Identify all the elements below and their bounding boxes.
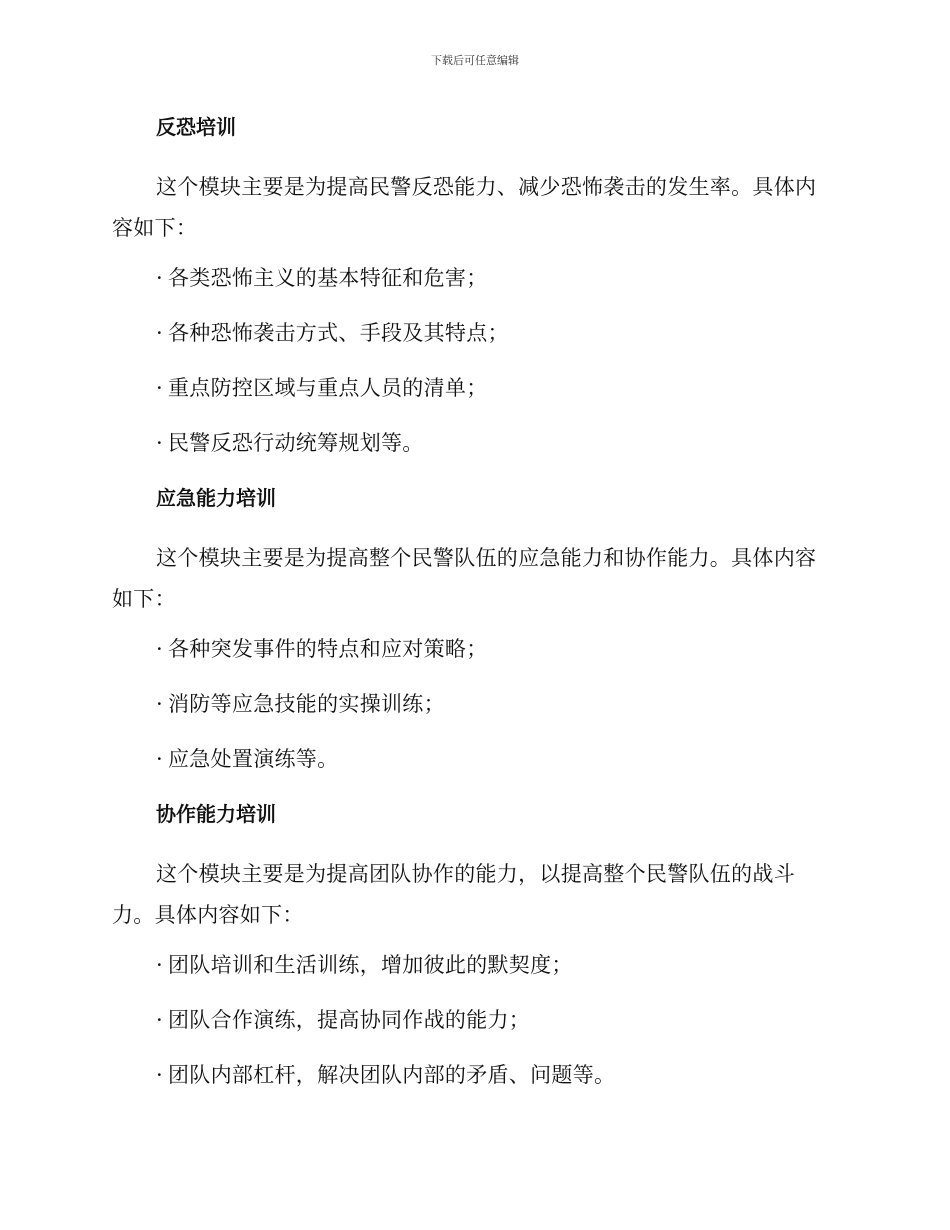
section-paragraph: 这个模块主要是为提高团队协作的能力，以提高整个民警队伍的战斗力。具体内容如下： <box>112 862 795 927</box>
section-counter-terrorism <box>112 112 830 458</box>
list-item <box>112 373 830 403</box>
section-heading: 应急能力培训 <box>156 486 276 510</box>
list-item-text: 各种恐怖袭击方式、手段及其特点； <box>168 321 509 345</box>
document-body <box>112 112 830 1115</box>
bullet-icon: · <box>156 953 163 977</box>
list-item <box>112 318 830 348</box>
list-item <box>112 1060 830 1090</box>
section-paragraph: 这个模块主要是为提高民警反恐能力、减少恐怖袭击的发生率。具体内容如下： <box>112 175 817 240</box>
list-item-text: 重点防控区域与重点人员的清单； <box>168 376 488 400</box>
section-paragraph: 这个模块主要是为提高整个民警队伍的应急能力和协作能力。具体内容如下： <box>112 546 817 611</box>
page-header: 下载后可任意编辑 <box>431 54 519 67</box>
section-heading: 反恐培训 <box>156 115 236 139</box>
list-item-text: 团队合作演练，提高协同作战的能力； <box>168 1008 531 1032</box>
list-item-text: 团队培训和生活训练，增加彼此的默契度； <box>168 953 573 977</box>
list-item-text: 各类恐怖主义的基本特征和危害； <box>168 266 488 290</box>
bullet-icon: · <box>156 431 163 455</box>
bullet-icon: · <box>156 266 163 290</box>
section-heading: 协作能力培训 <box>156 802 276 826</box>
list-item-text: 团队内部杠杆，解决团队内部的矛盾、问题等。 <box>168 1063 616 1087</box>
section-emergency-response <box>112 483 830 774</box>
list-item <box>112 689 830 719</box>
list-item <box>112 950 830 980</box>
list-item-text: 消防等应急技能的实操训练； <box>168 692 445 716</box>
bullet-icon: · <box>156 747 163 771</box>
bullet-icon: · <box>156 1063 163 1087</box>
bullet-icon: · <box>156 376 163 400</box>
list-item <box>112 744 830 774</box>
bullet-icon: · <box>156 321 163 345</box>
bullet-icon: · <box>156 692 163 716</box>
bullet-icon: · <box>156 1008 163 1032</box>
list-item <box>112 1005 830 1035</box>
list-item-text: 应急处置演练等。 <box>168 747 339 771</box>
list-item-text: 各种突发事件的特点和应对策略； <box>168 637 488 661</box>
section-teamwork <box>112 799 830 1090</box>
list-item-text: 民警反恐行动统筹规划等。 <box>168 431 424 455</box>
list-item <box>112 428 830 458</box>
list-item <box>112 634 830 664</box>
bullet-icon: · <box>156 637 163 661</box>
list-item <box>112 263 830 293</box>
